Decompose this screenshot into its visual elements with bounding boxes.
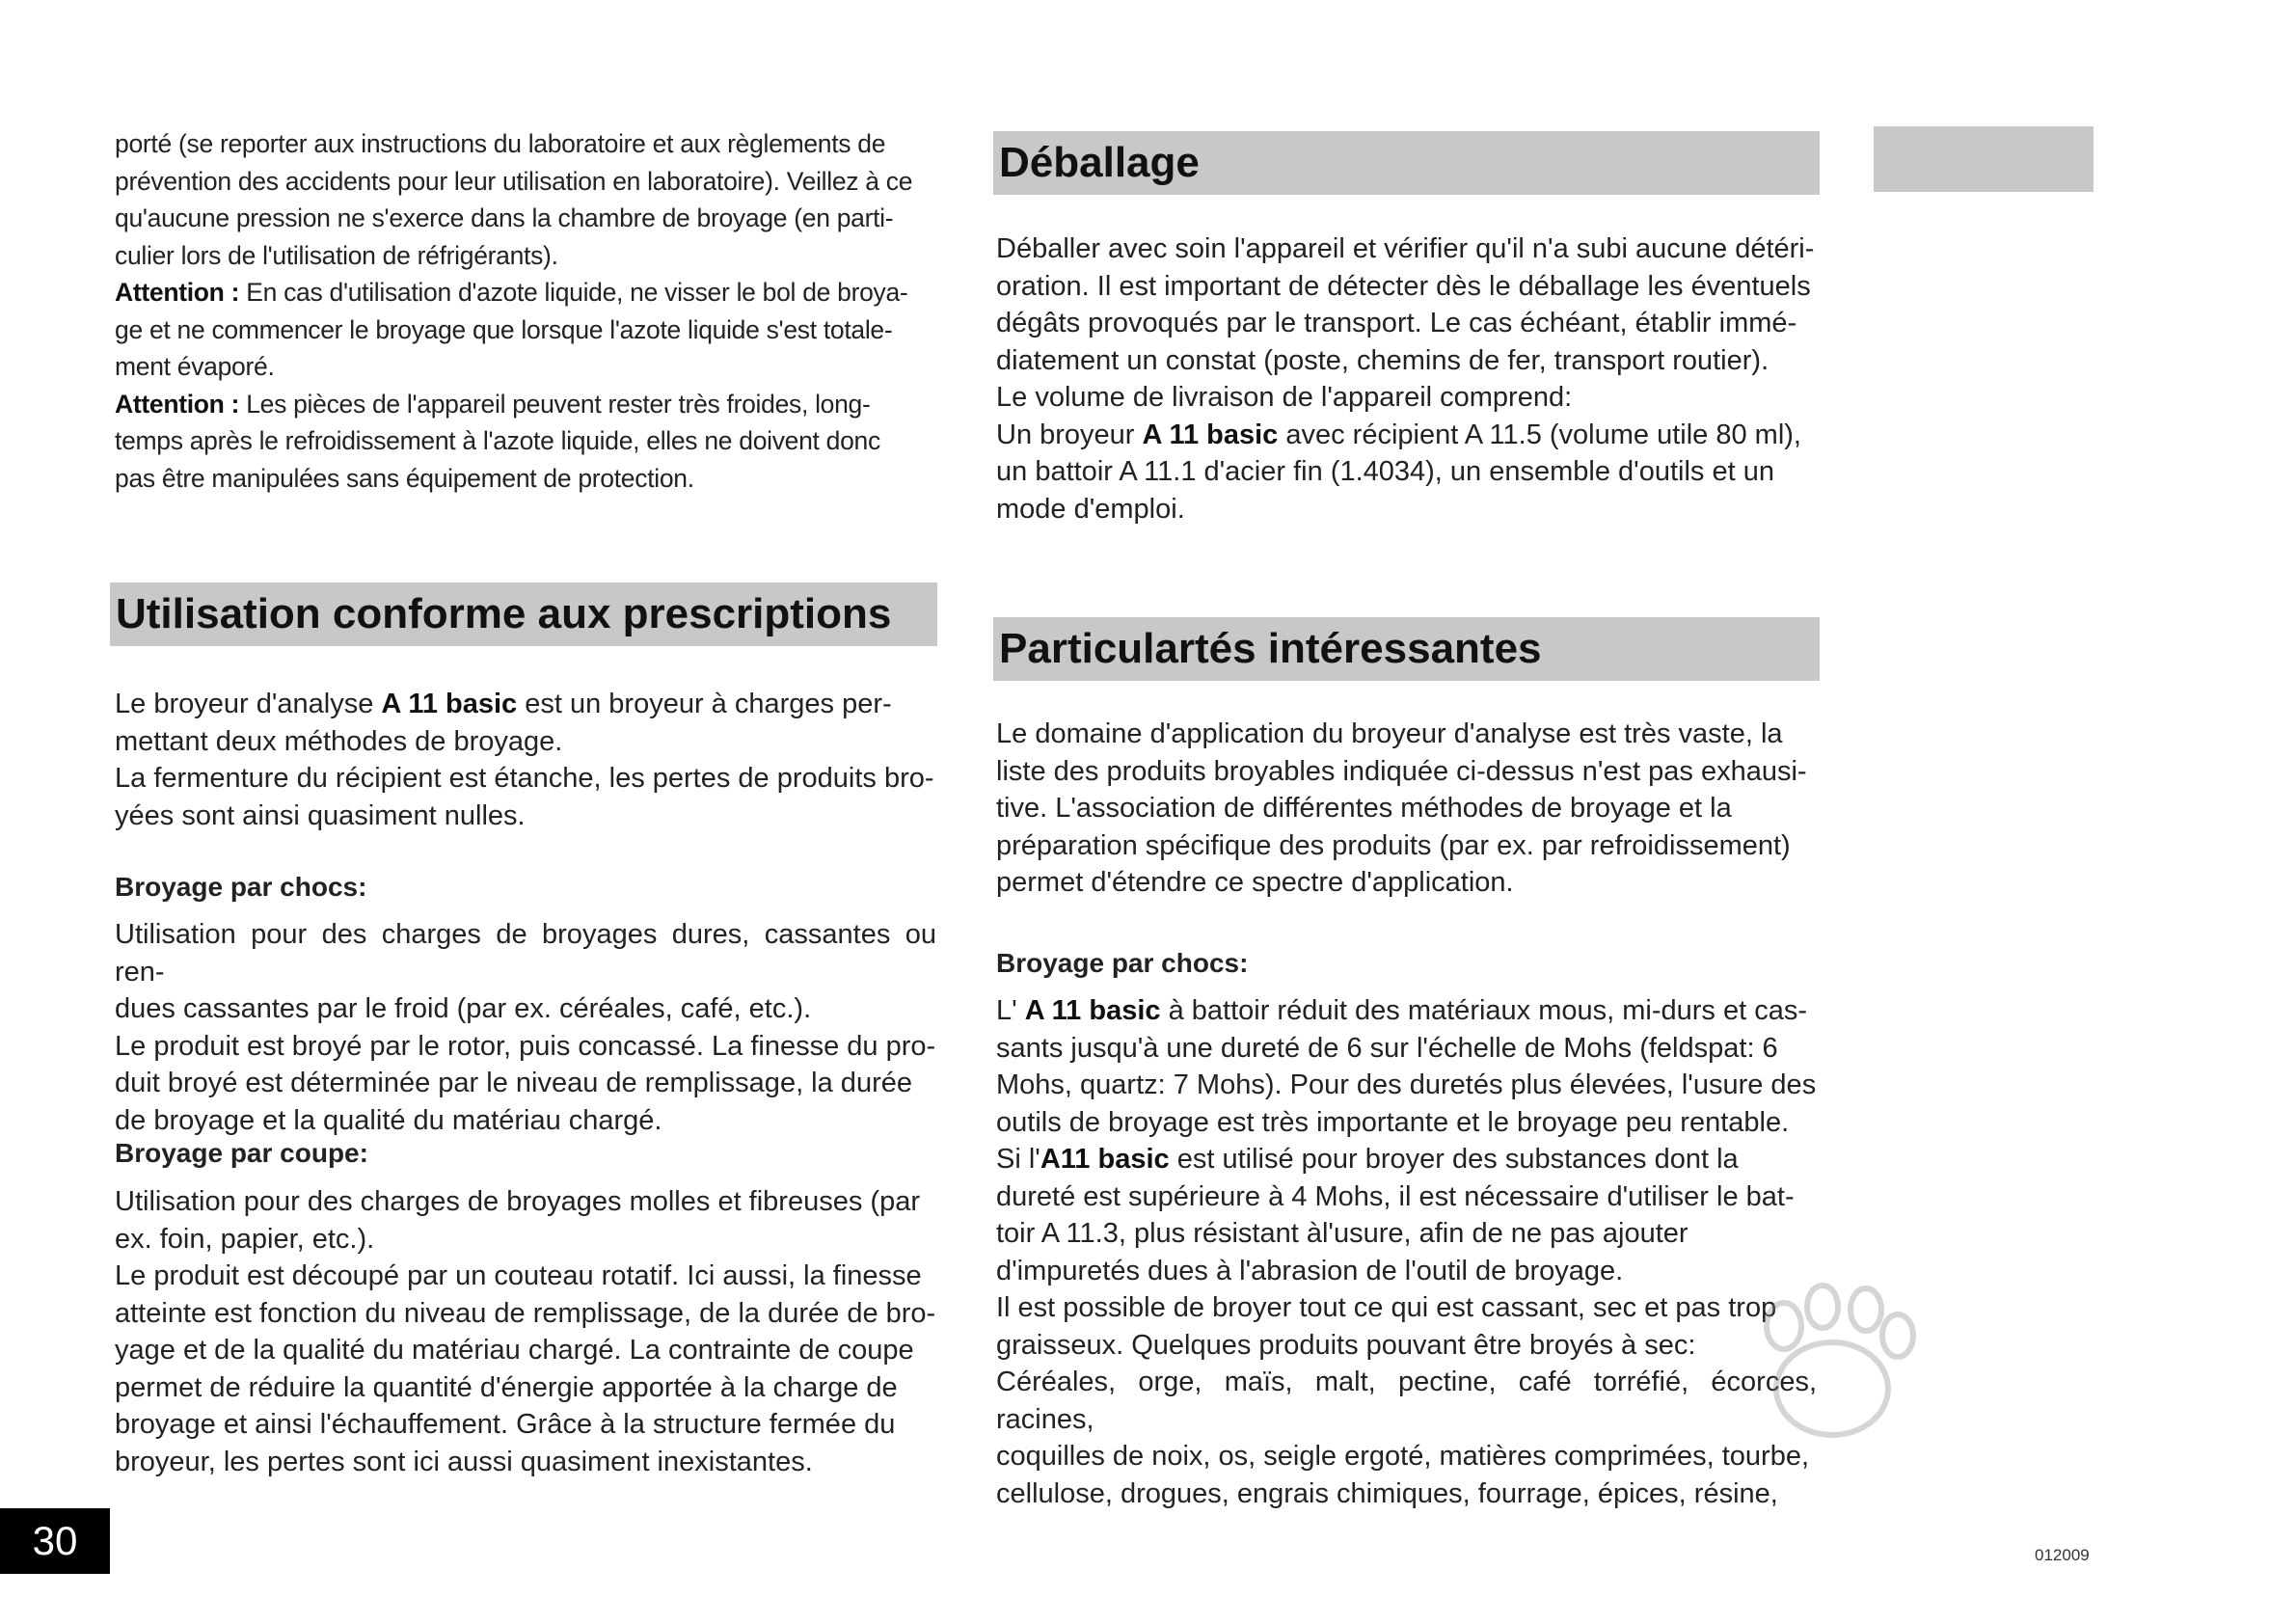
paw-watermark-icon xyxy=(1630,1283,2170,1543)
section-title-particularites: Particulartés intéressantes xyxy=(993,617,1820,681)
coupe-paragraph: Utilisation pour des charges de broyages molles et fibreuses (par ex. foin, papier, etc.). Le produit est découpé par un couteau rotatif. Ici aussi, la finesse atteinte est fonction du niveau de remplissage, de la durée de bro- yage et de la qualité du matériau chargé. La contrainte de coupe permet de réduire la quantité d'énergie apportée à la charge de broyage et ainsi l'échauffement. Grâce à la structure fermée du broyeur, les pertes sont ici aussi quasiment inexistantes. xyxy=(115,1186,936,1477)
document-code: 012009 xyxy=(2035,1546,2090,1564)
section-title-utilisation: Utilisation conforme aux prescriptions xyxy=(110,582,937,646)
subheading-broyage-coupe: Broyage par coupe: xyxy=(115,1138,368,1168)
subheading-broyage-chocs: Broyage par chocs: xyxy=(115,872,367,902)
attention-note-2: Attention : Les pièces de l'appareil peuvent rester très froides, long- xyxy=(115,389,871,419)
section-title-deballage: Déballage xyxy=(993,131,1820,195)
subheading-broyage-chocs-right: Broyage par chocs: xyxy=(996,948,1249,978)
utilisation-paragraph: Le broyeur d'analyse A 11 basic est un broyeur à charges per- mettant deux méthodes de broyage. La fermenture du récipient est étanche, les pertes de produits bro- yées sont ainsi quasiment nulles. xyxy=(115,689,934,831)
particularites-paragraph: Le domaine d'application du broyeur d'analyse est très vaste, la liste des produits broyables indiquée ci-dessus n'est pas exhausi- tive. L'association de différentes méthodes de broyage et la préparation spécifique des produits (par ex. par refroidissement) permet d'étendre ce spectre d'application. xyxy=(996,718,1807,898)
page-number-badge: 30 xyxy=(0,1508,110,1574)
language-tab xyxy=(1874,126,2093,192)
attention-note-1: Attention : En cas d'utilisation d'azote liquide, ne visser le bol de broya- xyxy=(115,278,908,307)
chocs-right-paragraph: L' A 11 basic à battoir réduit des matériaux mous, mi-durs et cas- sants jusqu'à une dureté de 6 sur l'échelle de Mohs (feldspat: 6 Mohs, quartz: 7 Mohs). Pour des duretés plus élevées, l'usure des outils de broyage est très importante et le broyage peu rentable. Si l'A11 basic est utilisé pour broyer des substances dont la dureté est supérieure à 4 Mohs, il est nécessaire d'utiliser le bat- toir A 11.3, plus résistant àl'usure, afin de ne pas ajouter d'impuretés dues à l'abrasion de l'outil de broyage. Il est possible de broyer tout ce qui est cassant, sec et pas trop graisseux. Quelques produits pouvant être broyés à sec: Céréales, orge, maïs, malt, pectine, café torréfié, écorces, racines, coquilles de noix, os, seigle ergoté, matières comprimées, tourbe, cellulose, drogues, engrais chimiques, fourrage, épices, résine, xyxy=(996,995,1817,1509)
deballage-paragraph: Déballer avec soin l'appareil et vérifier qu'il n'a subi aucune détéri- oration. Il est important de détecter dès le déballage les éventuels dégâts provoqués par le transport. Le cas échéant, établir immé- diatement un constat (poste, chemins de fer, transport routier). Le volume de livraison de l'appareil comprend: Un broyeur A 11 basic avec récipient A 11.5 (volume utile 80 ml), un battoir A 11.1 d'acier fin (1.4034), un ensemble d'outils et un mode d'emploi. xyxy=(996,233,1815,525)
intro-paragraph: porté (se reporter aux instructions du laboratoire et aux règlements de prévention des accidents pour leur utilisation en laboratoire). Veillez à ce qu'aucune pression ne s'exerce dans la chambre de broyage (en parti- culier lors de l'utilisation de réfrigérants). Attention : En cas d'utilisation d'azote liquide, ne visser le bol de broya- ge et ne commencer le broyage que lorsque l'azote liquide s'est totale- ment évaporé. Attention : Les pièces de l'appareil peuvent rester très froides, long- temps après le refroidissement à l'azote liquide, elles ne doivent donc pas être manipulées sans équipement de protection. xyxy=(115,125,936,497)
chocs-paragraph: Utilisation pour des charges de broyages dures, cassantes ou ren- dues cassantes par le froid (par ex. céréales, café, etc.). Le produit est broyé par le rotor, puis concassé. La finesse du pro- duit broyé est déterminée par le niveau de remplissage, la durée de broyage et la qualité du matériau chargé. xyxy=(115,919,936,1136)
